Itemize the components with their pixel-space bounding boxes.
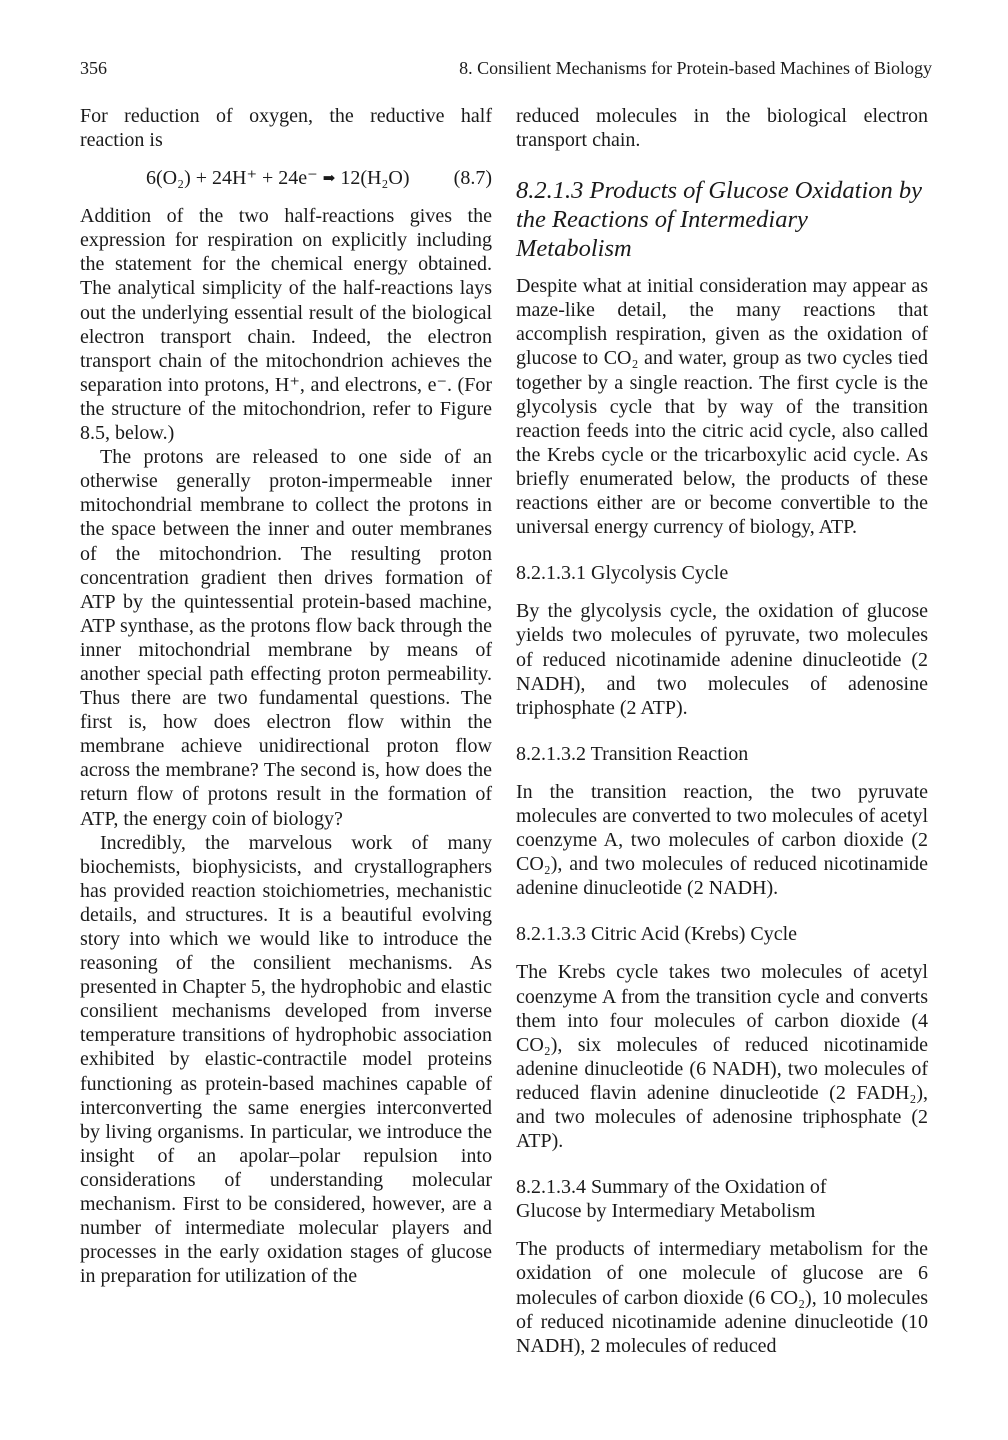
equation-reactants: 6(O₂) + 24H⁺ + 24e⁻ [146, 167, 318, 190]
paragraph: Addition of the two half-reactions gives the expression for respiration on explicitly including the statement for the chemical energy obtained. The analytical simplicity of the half-reactions lays out the underlying essential result of the biological electron transport chain. Indeed, the electron transport chain of the mitochondrion achieves the separation into protons, H⁺, and electrons, e⁻. (For the structure of the mitochondrion, refer to Figure 8.5, below.) [80, 205, 492, 445]
subsection-text: The Krebs cycle takes two molecules of acetyl coenzyme A from the transition cycle and converts them into four molecules of carbon dioxide (4 CO₂), six molecules of reduced nicotinamide adenine dinucleotide (6 NADH), two molecules of reduced flavin adenine dinucleotide (2 FADH₂), and two molecules of adenosine triphosphate (2 ATP). [516, 961, 928, 1153]
subsection-text: In the transition reaction, the two pyruvate molecules are converted to two molecules of acetyl coenzyme A, two molecules of carbon dioxide (2 CO₂), and two molecules of reduced nicotinamide adenine dinucleotide (2 NADH). [516, 780, 928, 900]
section-title: 8.2.1.3 Products of Glucose Oxidation by the Reactions of Intermediary Metabolism [516, 177, 923, 263]
reaction-arrow-icon: ➡ [322, 171, 336, 188]
subsection-heading: 8.2.1.3.1 Glycolysis Cycle [516, 562, 729, 585]
subsection-heading-line: Glucose by Intermediary Metabolism [516, 1200, 816, 1223]
subsection-heading [516, 1175, 928, 1223]
subsection-heading: 8.2.1.3.2 Transition Reaction [516, 742, 749, 765]
equation-8-7 [80, 166, 492, 192]
subsection-heading-line: 8.2.1.3.4 Summary of the Oxidation of [516, 1176, 827, 1199]
paragraph: Incredibly, the marvelous work of many biochemists, biophysicists, and crystallographers has provided reaction stoichiometries, mechanistic details, and structures. It is a beautiful evolving story into which we would like to introduce the reasoning of the consilient mechanisms. As presented in Chapter 5, the hydrophobic and elastic consilient mechanisms developed from inverse temperature transitions of hydrophobic association exhibited by elastic-contractile model proteins functioning as protein-based machines capable of interconverting the same energies interconverted by living organisms. In particular, we introduce the insight of an apolar–polar repulsion into considerations of understanding molecular mechanism. First to be considered, however, are a number of intermediate molecular players and processes in the early oxidation stages of glucose in preparation for utilization of the [80, 831, 492, 1288]
page-header [80, 58, 932, 84]
paragraph: The protons are released to one side of an otherwise generally proton-impermeable inner mitochondrial membrane to collect the protons in the space between the inner and outer membranes of the mitochondrion. The resulting proton concentration gradient then drives formation of ATP by the quintessential protein-based machine, ATP synthase, as the protons flow back through the inner mitochondrial membrane by means of another special path effecting proton permeability. Thus there are two fundamental questions. The first is, how does electron flow within the membrane achieve unidirectional proton flow across the membrane? The second is, how does the return flow of protons result in the formation of ATP, the energy coin of biology? [80, 446, 492, 830]
subsection-text: The products of intermediary metabolism for the oxidation of one molecule of glucose are 6 molecules of carbon dioxide (6 CO₂), 10 molecules of reduced nicotinamide adenine dinucleotide (10 NADH), 2 molecules of reduced [516, 1238, 928, 1357]
left-column [80, 104, 492, 1288]
equation-body [146, 166, 410, 192]
running-title: 8. Consilient Mechanisms for Protein-based Machines of Biology [459, 58, 932, 78]
right-column [516, 104, 928, 1358]
equation-number: (8.7) [453, 167, 492, 190]
page-number: 356 [80, 58, 107, 78]
subsection-heading: 8.2.1.3.3 Citric Acid (Krebs) Cycle [516, 923, 798, 946]
intro-text: For reduction of oxygen, the reductive half reaction is [80, 105, 492, 152]
continuation-text: reduced molecules in the biological electron transport chain. [516, 105, 928, 152]
equation-product: 12(H₂O) [340, 167, 410, 190]
subsection-text: By the glycolysis cycle, the oxidation of glucose yields two molecules of pyruvate, two molecules of reduced nicotinamide adenine dinucleotide (2 NADH), and two molecules of adenosine triphosphate (2 ATP). [516, 600, 928, 719]
section-intro: Despite what at initial consideration may appear as maze-like detail, the many reactions that accomplish respiration, given as the oxidation of glucose to CO₂ and water, group as two cycles tied together by a single reaction. The first cycle is the glycolysis cycle that by way of the transition reaction feeds into the citric acid cycle, also called the Krebs cycle or the tricarboxylic acid cycle. As briefly enumerated below, the products of these reactions either are or become convertible to the universal energy currency of biology, ATP. [516, 275, 928, 539]
